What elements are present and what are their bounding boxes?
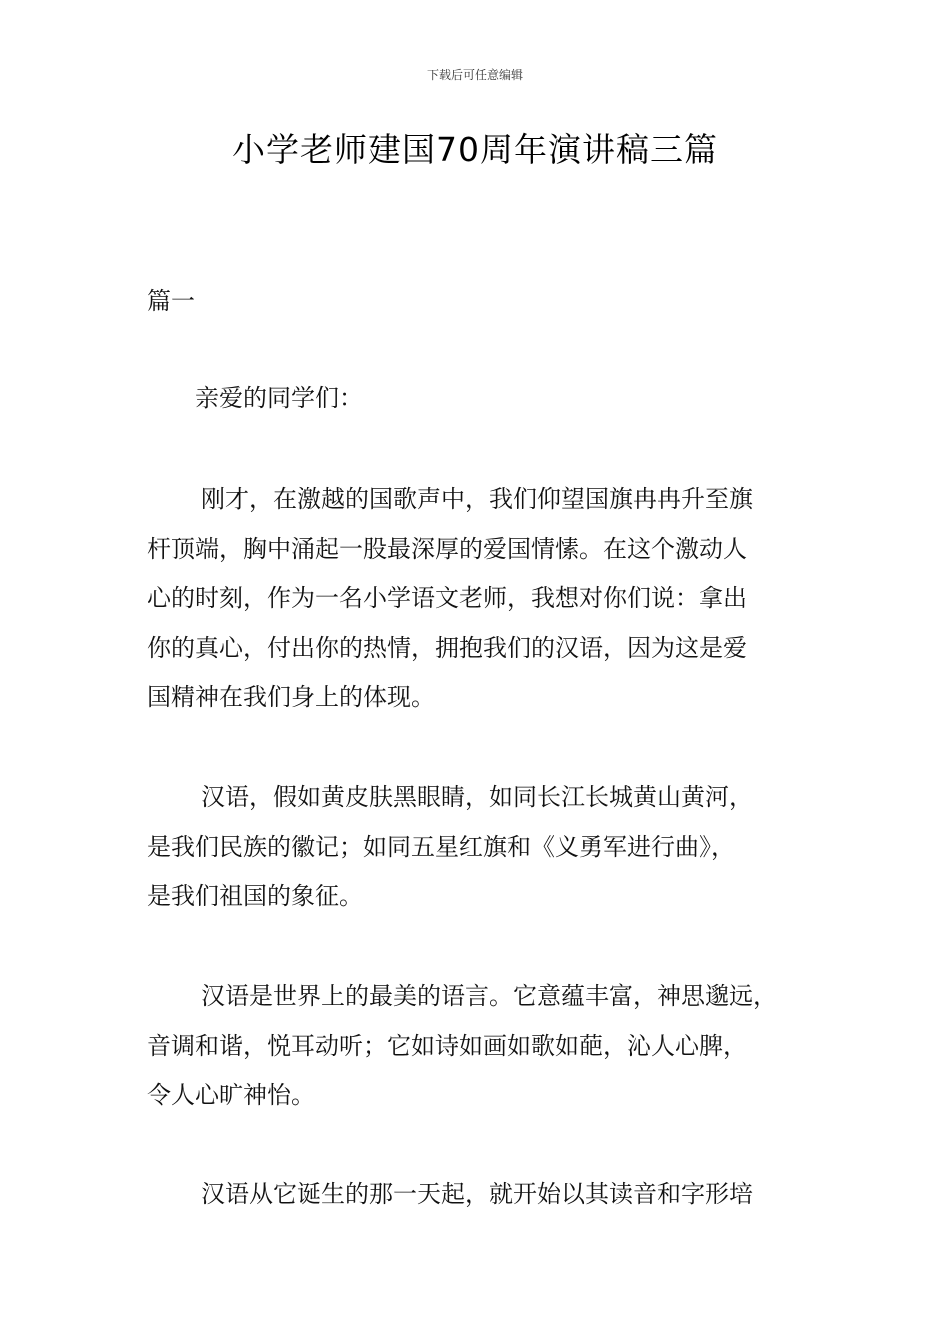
paragraph-4 [147,1170,837,1220]
paragraph-line: 国精神在我们身上的体现。 [147,683,435,711]
header-note: 下载后可任意编辑 [426,68,523,82]
paragraph-line: 汉语是世界上的最美的语言。它意蕴丰富，神思邈远， [201,982,777,1010]
paragraph-2 [147,773,837,922]
paragraph-line: 是我们民族的徽记；如同五星红旗和《义勇军进行曲》， [147,832,735,861]
paragraph-3 [147,972,837,1121]
paragraph-line: 音调和谐，悦耳动听；它如诗如画如歌如葩，沁人心脾， [147,1031,747,1060]
paragraph-line: 你的真心，付出你的热情，拥抱我们的汉语，因为这是爱 [147,633,747,662]
greeting: 亲爱的同学们： [195,384,363,412]
paragraph-line: 汉语从它诞生的那一天起，就开始以其读音和字形培 [201,1180,753,1208]
paragraph-line: 刚才，在激越的国歌声中，我们仰望国旗冉冉升至旗 [201,485,753,513]
document-title: 小学老师建国70周年演讲稿三篇 [232,130,718,169]
paragraph-line: 杆顶端，胸中涌起一股最深厚的爱国情愫。在这个激动人 [147,534,747,563]
paragraph-line: 是我们祖国的象征。 [147,882,363,910]
paragraph-line: 令人心旷神怡。 [147,1081,315,1109]
paragraph-1 [147,475,837,723]
paragraph-line: 汉语，假如黄皮肤黑眼睛，如同长江长城黄山黄河， [201,783,753,811]
section-label: 篇一 [147,287,195,315]
paragraph-line: 心的时刻，作为一名小学语文老师，我想对你们说：拿出 [147,584,747,612]
